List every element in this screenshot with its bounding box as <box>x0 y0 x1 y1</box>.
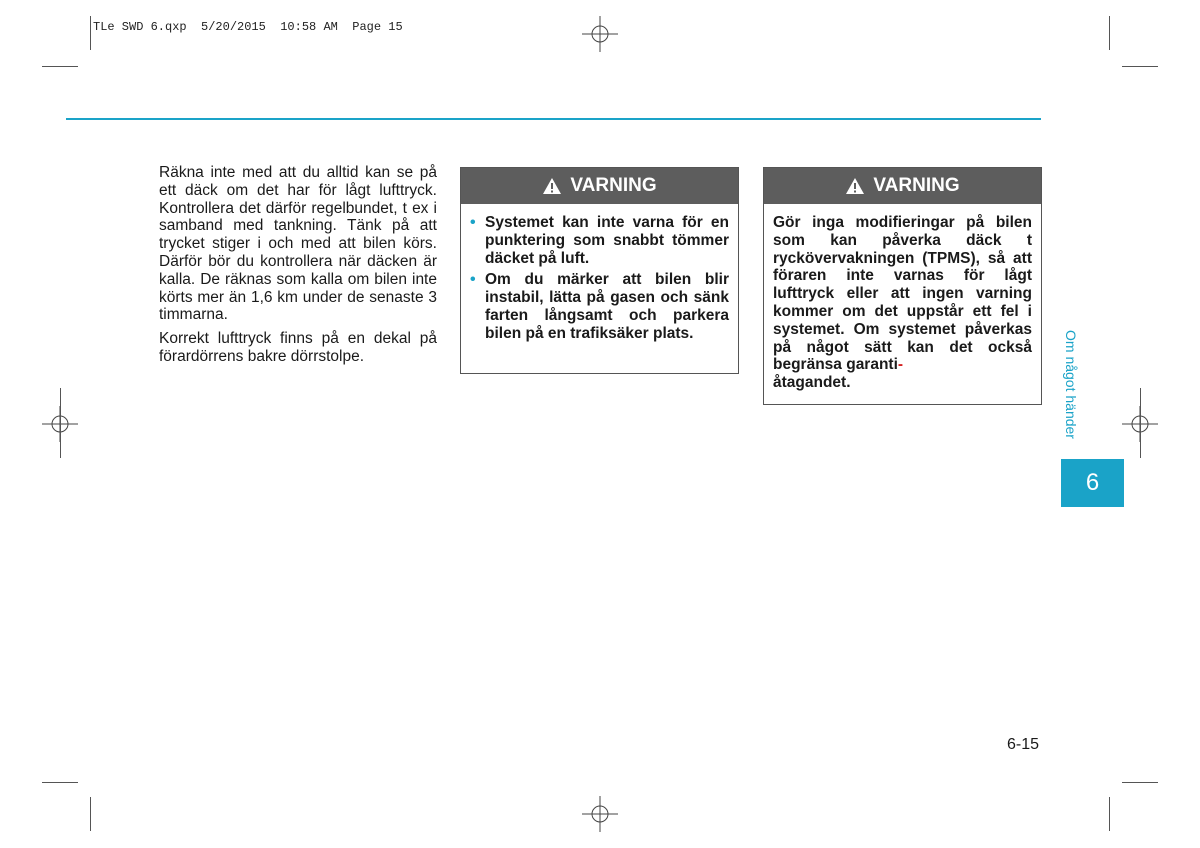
crop-mark <box>1122 66 1158 67</box>
crop-mark <box>1109 16 1110 50</box>
registration-mark-icon <box>582 796 618 832</box>
warning-box <box>460 167 739 374</box>
page-number: 6-15 <box>1007 736 1040 753</box>
crop-mark <box>1122 782 1158 783</box>
body-paragraph: Korrekt lufttryck finns på en dekal på förardörrens bakre dörrstolpe. <box>159 330 437 365</box>
chapter-side-label: Om något händer <box>1063 330 1079 439</box>
list-item: • Om du märker att bilen blir instabil, lätta på gasen och sänk farten långsamt och parkera bilen på en trafiksäker plats. <box>470 271 729 342</box>
warning-body <box>764 204 1041 400</box>
print-slug: TLe SWD 6.qxp 5/20/2015 10:58 AM Page 15 <box>93 20 403 34</box>
warning-triangle-icon <box>845 177 865 195</box>
registration-mark-icon <box>582 16 618 52</box>
crop-mark <box>90 16 91 50</box>
body-column <box>159 164 437 372</box>
crop-mark <box>1140 388 1141 458</box>
hyphen-mark: - <box>897 356 904 374</box>
crop-mark <box>1109 797 1110 831</box>
chapter-tab: 6 <box>1061 459 1124 507</box>
bullet-icon: • <box>470 271 476 289</box>
warning-header <box>764 168 1041 204</box>
warning-text: Gör inga modifieringar på bilen som kan påverka däck t ryckövervakningen (TPMS), så att föraren inte varnas för lågt lufttryck eller att ingen varning kommer om det uppstår ett fel i systemet. Om systemet påverkas på något sätt kan det också begränsa garanti <box>773 214 1032 374</box>
crop-mark <box>60 388 61 458</box>
warning-title: VARNING <box>570 175 657 196</box>
header-rule <box>66 118 1041 120</box>
crop-mark <box>42 782 78 783</box>
warning-header <box>461 168 738 204</box>
warning-list <box>470 214 729 343</box>
warning-body <box>461 204 738 355</box>
bullet-icon: • <box>470 214 476 231</box>
warning-box <box>763 167 1042 405</box>
body-paragraph: Räkna inte med att du alltid kan se på ett däck om det har för lågt lufttryck. Kontrollera det därför regelbundet, t ex i samband med tankning. Tänk på att trycket stiger i och med att bilen körs. Därför bör du kontrollera när däcken är kalla. De räknas som kalla om bilen inte körts mer än 1,6 km under de senaste 3 timmarna. <box>159 164 437 324</box>
crop-mark <box>42 66 78 67</box>
crop-mark <box>90 797 91 831</box>
warning-text-end: åtagandet. <box>773 374 851 392</box>
warning-title: VARNING <box>873 175 960 196</box>
warning-triangle-icon <box>542 177 562 195</box>
list-item: • Systemet kan inte varna för en punktering som snabbt tömmer däcket på luft. <box>470 214 729 267</box>
